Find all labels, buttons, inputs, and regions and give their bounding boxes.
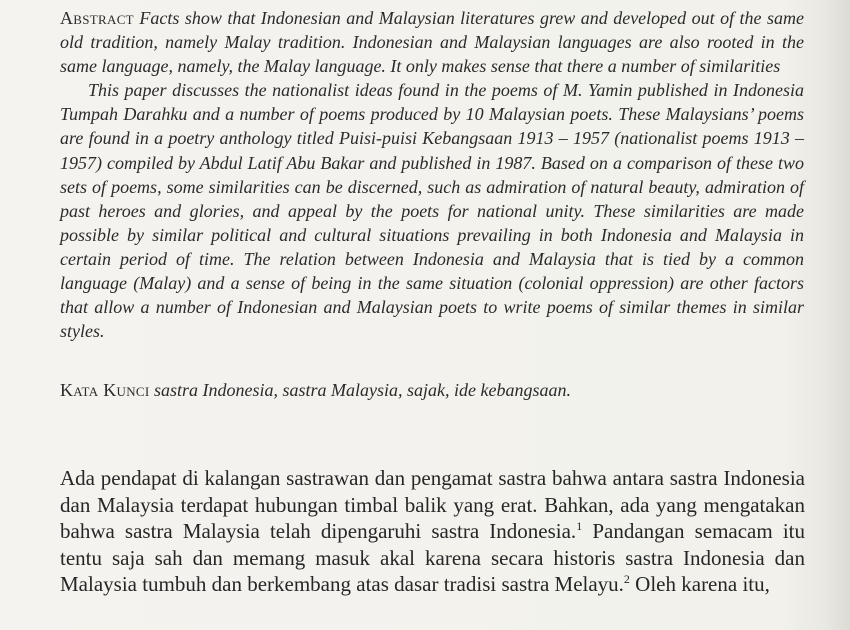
abstract-section <box>60 6 804 343</box>
footnote-marker-1: 1 <box>576 519 583 533</box>
abstract-paragraph-1 <box>60 6 804 78</box>
body-paragraph <box>60 465 805 598</box>
abstract-label: Abstract <box>60 8 134 28</box>
body-text-part-3: Oleh karena itu, <box>629 572 770 596</box>
keywords-text: sastra Indonesia, sastra Malaysia, sajak, ide kebangsaan. <box>154 380 571 400</box>
keywords-line <box>60 378 804 402</box>
footnote-marker-2: 2 <box>623 572 630 586</box>
keywords-label: Kata Kunci <box>60 380 150 400</box>
abstract-paragraph-2: This paper discusses the nationalist ideas found in the poems of M. Yamin published in Indonesia Tumpah Darahku and a number of poems produced by 10 Malaysian poets. These Malaysians’ poems are found in a poetry anthology titled Puisi-puisi Kebangsaan 1913 – 1957 (nationalist poems 1913 – 1957) compiled by Abdul Latif Abu Bakar and published in 1987. Based on a comparison of these two sets of poems, some similarities can be discerned, such as admiration of natural beauty, admiration of past heroes and glories, and appeal by the poets for national unity. These similarities are made possible by similar political and cultural situations prevailing in both Indonesia and Malaysia in certain period of time. The relation between Indonesia and Malaysia that is tied by a common language (Malay) and a sense of being in the same situation (colonial oppression) are other factors that allow a number of Indonesian and Malaysian poets to write poems of similar themes in similar styles. <box>60 80 804 342</box>
abstract-text-1: Facts show that Indonesian and Malaysian literatures grew and developed out of the same old tradition, namely Malay tradition. Indonesian and Malaysian languages are also rooted in the same language, namely, the Malay language. It only makes sense that there a number of similarities <box>60 8 804 77</box>
body-text-part-1: Ada pendapat di kalangan sastrawan dan pengamat sastra bahwa antara sastra Indonesia dan Malaysia terdapat hubungan timbal balik yang erat. Bahkan, ada yang mengatakan bahwa sastra Malaysia telah dipengaruhi sastra Indonesia. <box>60 466 805 543</box>
body-text-part-2: Pandangan semacam itu tentu saja sah dan memang masuk akal karena secara historis sastra Indonesia dan Malaysia tumbuh dan berkembang atas dasar tradisi sastra Melayu. <box>60 519 806 596</box>
